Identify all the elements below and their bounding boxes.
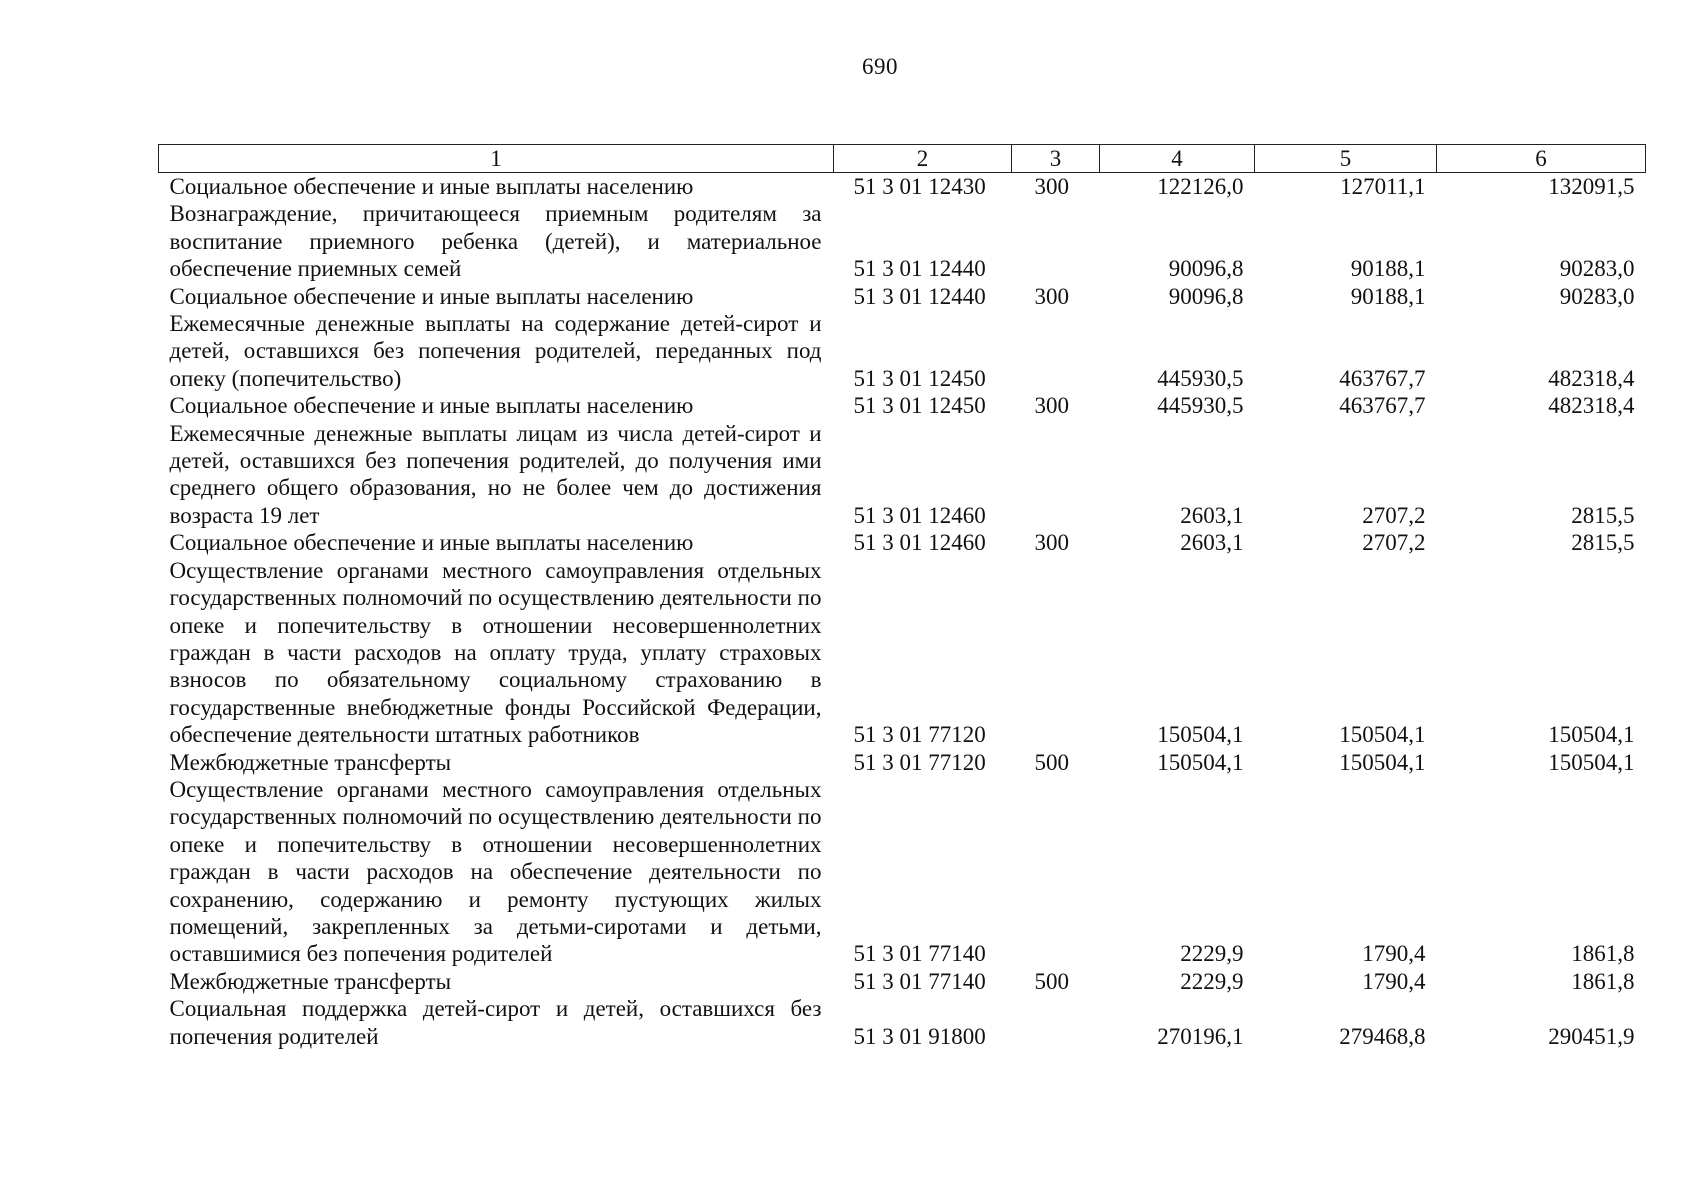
header-row (159, 145, 1646, 173)
row-value-col5-cell: 279468,8 (1339, 1023, 1426, 1049)
row-value-col4-cell: 2603,1 (1180, 502, 1244, 528)
row-value-col4-cell: 445930,5 (1157, 393, 1244, 419)
row-value-col6-cell: 150504,1 (1548, 722, 1635, 748)
row-value-col4-cell: 122126,0 (1157, 174, 1244, 199)
row-type-cell (1012, 310, 1100, 392)
row-type-cell: 500 (1034, 749, 1069, 775)
row-name-cell: Ежемесячные денежные выплаты на содержание детей-сирот и детей, оставшихся без попечения родителей, переданных под опеку (попечительство) (169, 311, 822, 391)
row-value-col6-cell: 482318,4 (1548, 393, 1635, 419)
column-header: 4 (1100, 145, 1255, 173)
row-type-cell (1012, 420, 1100, 530)
row-value-col4-cell: 150504,1 (1157, 749, 1244, 775)
column-header: 2 (834, 145, 1012, 173)
row-value-col4-cell: 90096,8 (1168, 256, 1244, 282)
budget-table-container (158, 144, 1645, 1050)
table-row (159, 173, 1646, 201)
row-value-col5-cell: 90188,1 (1350, 283, 1426, 309)
row-value-col6-cell: 2815,5 (1571, 530, 1635, 556)
row-value-col5-cell: 150504,1 (1339, 749, 1426, 775)
table-row (159, 776, 1646, 968)
row-type-cell (1012, 200, 1100, 282)
row-code-cell: 51 3 01 12460 (853, 530, 986, 556)
row-name-cell: Социальное обеспечение и иные выплаты населению (169, 174, 694, 199)
row-value-col6-cell: 1861,8 (1571, 941, 1635, 967)
row-value-col6-cell: 90283,0 (1559, 256, 1635, 282)
row-code-cell: 51 3 01 12450 (853, 365, 986, 391)
row-code-cell: 51 3 01 77120 (853, 722, 986, 748)
row-type-cell: 300 (1034, 283, 1069, 309)
row-value-col5-cell: 463767,7 (1339, 393, 1426, 419)
row-type-cell: 500 (1034, 968, 1069, 994)
row-code-cell: 51 3 01 12440 (853, 283, 986, 309)
column-header: 5 (1255, 145, 1437, 173)
row-value-col4-cell: 270196,1 (1157, 1023, 1244, 1049)
row-type-cell: 300 (1034, 393, 1069, 419)
row-value-col5-cell: 1790,4 (1362, 968, 1426, 994)
row-value-col4-cell: 445930,5 (1157, 365, 1244, 391)
row-value-col6-cell: 132091,5 (1548, 174, 1635, 199)
row-value-col4-cell: 150504,1 (1157, 722, 1244, 748)
row-code-cell: 51 3 01 77140 (853, 941, 986, 967)
row-value-col6-cell: 290451,9 (1548, 1023, 1635, 1049)
column-header: 1 (159, 145, 834, 173)
table-row (159, 995, 1646, 1050)
table-row (159, 200, 1646, 282)
row-value-col4-cell: 2229,9 (1180, 968, 1244, 994)
table-row (159, 968, 1646, 995)
table-body (159, 173, 1646, 1051)
column-header: 3 (1012, 145, 1100, 173)
table-row (159, 529, 1646, 556)
table-header (159, 145, 1646, 173)
budget-table (158, 144, 1646, 1050)
row-name-cell: Социальное обеспечение и иные выплаты населению (169, 393, 694, 419)
row-name-cell: Социальная поддержка детей-сирот и детей, оставшихся без попечения родителей (169, 996, 822, 1049)
row-value-col5-cell: 2707,2 (1362, 502, 1426, 528)
table-row (159, 310, 1646, 392)
row-code-cell: 51 3 01 12440 (853, 256, 986, 282)
table-row (159, 749, 1646, 776)
row-value-col6-cell: 150504,1 (1548, 749, 1635, 775)
row-value-col4-cell: 90096,8 (1168, 283, 1244, 309)
row-value-col5-cell: 150504,1 (1339, 722, 1426, 748)
row-name-cell: Вознаграждение, причитающееся приемным родителям за воспитание приемного ребенка (детей), и материальное обеспечение приемных семей (169, 201, 822, 282)
row-type-cell (1012, 995, 1100, 1050)
row-value-col5-cell: 127011,1 (1340, 174, 1426, 199)
row-code-cell: 51 3 01 12430 (853, 174, 986, 199)
row-name-cell: Ежемесячные денежные выплаты лицам из числа детей-сирот и детей, оставшихся без попечения родителей, до получения ими среднего общего образования, но не более чем до достижения возраста 19 лет (169, 420, 822, 528)
row-code-cell: 51 3 01 12450 (853, 393, 986, 419)
row-value-col4-cell: 2229,9 (1180, 941, 1244, 967)
table-row (159, 420, 1646, 530)
row-value-col6-cell: 2815,5 (1571, 502, 1635, 528)
row-value-col4-cell: 2603,1 (1180, 530, 1244, 556)
row-type-cell: 300 (1034, 530, 1069, 556)
table-row (159, 283, 1646, 310)
row-type-cell: 300 (1034, 174, 1069, 199)
row-value-col6-cell: 482318,4 (1548, 365, 1635, 391)
row-name-cell: Социальное обеспечение и иные выплаты населению (169, 530, 694, 556)
row-name-cell: Межбюджетные трансферты (169, 749, 452, 775)
row-name-cell: Осуществление органами местного самоуправления отдельных государственных полномочий по осуществлению деятельности по опеке и попечительству в отношении несовершеннолетних граждан в части расходов на обеспечение деятельности по сохранению, содержанию и ремонту пустующих жилых помещений, закрепленных за детьми-сиротами и детьми, оставшимися без попечения родителей (169, 776, 822, 967)
row-value-col5-cell: 2707,2 (1362, 530, 1426, 556)
row-value-col5-cell: 90188,1 (1350, 256, 1426, 282)
row-code-cell: 51 3 01 91800 (853, 1023, 986, 1049)
row-name-cell: Межбюджетные трансферты (169, 968, 452, 994)
row-value-col6-cell: 1861,8 (1571, 968, 1635, 994)
column-header: 6 (1437, 145, 1646, 173)
row-code-cell: 51 3 01 77120 (853, 749, 986, 775)
row-value-col6-cell: 90283,0 (1559, 283, 1635, 309)
row-type-cell (1012, 557, 1100, 749)
row-code-cell: 51 3 01 77140 (853, 968, 986, 994)
table-row (159, 557, 1646, 749)
row-name-cell: Осуществление органами местного самоуправления отдельных государственных полномочий по осуществлению деятельности по опеке и попечительству в отношении несовершеннолетних граждан в части расходов на оплату труда, уплату страховых взносов по обязательному социальному страхованию в государственные внебюджетные фонды Российской Федерации, обеспечение деятельности штатных работников (169, 557, 822, 748)
row-type-cell (1012, 776, 1100, 968)
row-name-cell: Социальное обеспечение и иные выплаты населению (169, 283, 694, 309)
page-number: 690 (862, 54, 898, 79)
row-code-cell: 51 3 01 12460 (853, 502, 986, 528)
row-value-col5-cell: 463767,7 (1339, 365, 1426, 391)
table-row (159, 392, 1646, 419)
row-value-col5-cell: 1790,4 (1362, 941, 1426, 967)
